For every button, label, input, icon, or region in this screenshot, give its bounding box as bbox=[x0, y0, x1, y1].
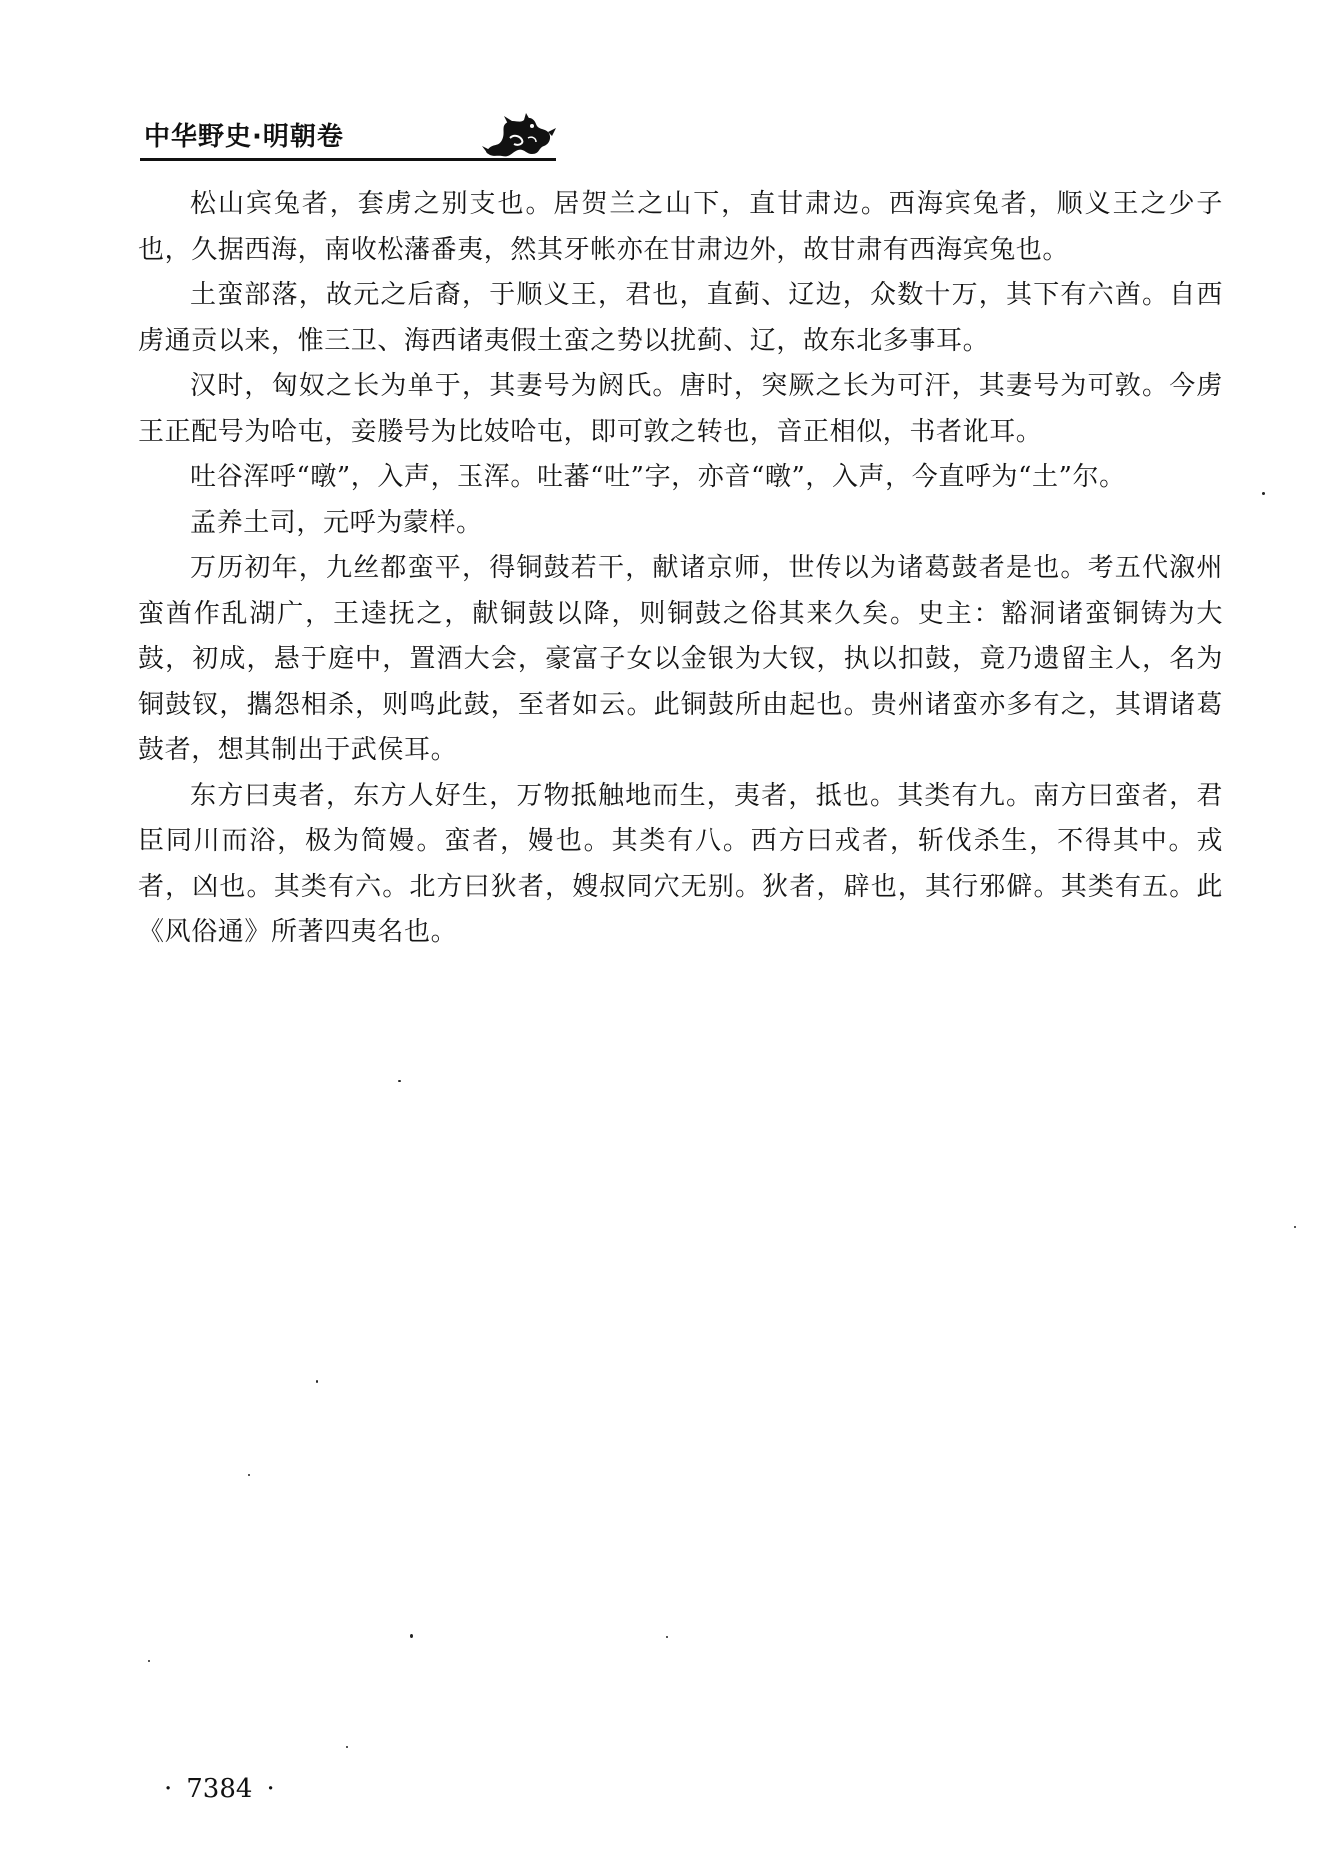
scan-speck bbox=[1262, 492, 1265, 495]
paragraph: 土蛮部落，故元之后裔，于顺义王，君也，直蓟、辽边，众数十万，其下有六酋。自西虏通贡以来，惟三卫、海西诸夷假土蛮之势以扰蓟、辽，故东北多事耳。 bbox=[138, 280, 1223, 356]
scan-speck bbox=[248, 1474, 250, 1476]
scan-speck bbox=[346, 1746, 348, 1748]
paragraph: 汉时，匈奴之长为单于，其妻号为阏氏。唐时，突厥之长为可汗，其妻号为可敦。今虏王正配号为哈屯，妾媵号为比妓哈屯，即可敦之转也，音正相似，书者讹耳。 bbox=[138, 371, 1223, 447]
paragraph: 吐谷浑呼“暾”，入声，玉浑。吐蕃“吐”字，亦音“暾”，入声，今直呼为“土”尔。 bbox=[190, 462, 1126, 492]
page-number: 7384 bbox=[186, 1774, 253, 1804]
paragraph: 东方曰夷者，东方人好生，万物抵触地而生，夷者，抵也。其类有九。南方曰蛮者，君臣同川而浴，极为简嫚。蛮者，嫚也。其类有八。西方曰戎者，斩伐杀生，不得其中。戎者，凶也。其类有六。北方曰狄者，嫂叔同穴无别。狄者，辟也，其行邪僻。其类有五。此《风俗通》所著四夷名也。 bbox=[138, 780, 1223, 947]
footer-dot-right: · bbox=[266, 1774, 275, 1804]
scan-speck bbox=[316, 1380, 318, 1383]
footer-dot-left: · bbox=[164, 1774, 173, 1804]
dragon-emblem-icon bbox=[480, 112, 560, 160]
header-rule bbox=[140, 158, 556, 161]
book-title: 中华野史·明朝卷 bbox=[144, 122, 344, 152]
paragraph: 孟养土司，元呼为蒙样。 bbox=[190, 507, 483, 538]
paragraph: 松山宾兔者，套虏之别支也。居贺兰之山下，直甘肃边。西海宾兔者，顺义王之少子也，久据西海，南收松藩番夷，然其牙帐亦在甘肃边外，故甘肃有西海宾兔也。 bbox=[138, 189, 1223, 265]
main-text bbox=[138, 182, 1223, 956]
scan-speck bbox=[148, 1660, 150, 1662]
scan-speck bbox=[1294, 1226, 1296, 1228]
running-header bbox=[140, 112, 560, 160]
page-footer bbox=[150, 1774, 289, 1804]
scan-speck bbox=[666, 1636, 668, 1638]
scan-speck bbox=[398, 1080, 401, 1082]
paragraph: 万历初年，九丝都蛮平，得铜鼓若干，献诸京师，世传以为诸葛鼓者是也。考五代溆州蛮酋作乱湖广，王逵抚之，献铜鼓以降，则铜鼓之俗其来久矣。史主：豁洞诸蛮铜铸为大鼓，初成，悬于庭中，置酒大会，豪富子女以金银为大钗，执以扣鼓，竟乃遗留主人，名为铜鼓钗，攜怨相杀，则鸣此鼓，至者如云。此铜鼓所由起也。贵州诸蛮亦多有之，其谓诸葛鼓者，想其制出于武侯耳。 bbox=[138, 553, 1223, 765]
scan-speck bbox=[410, 1634, 413, 1638]
